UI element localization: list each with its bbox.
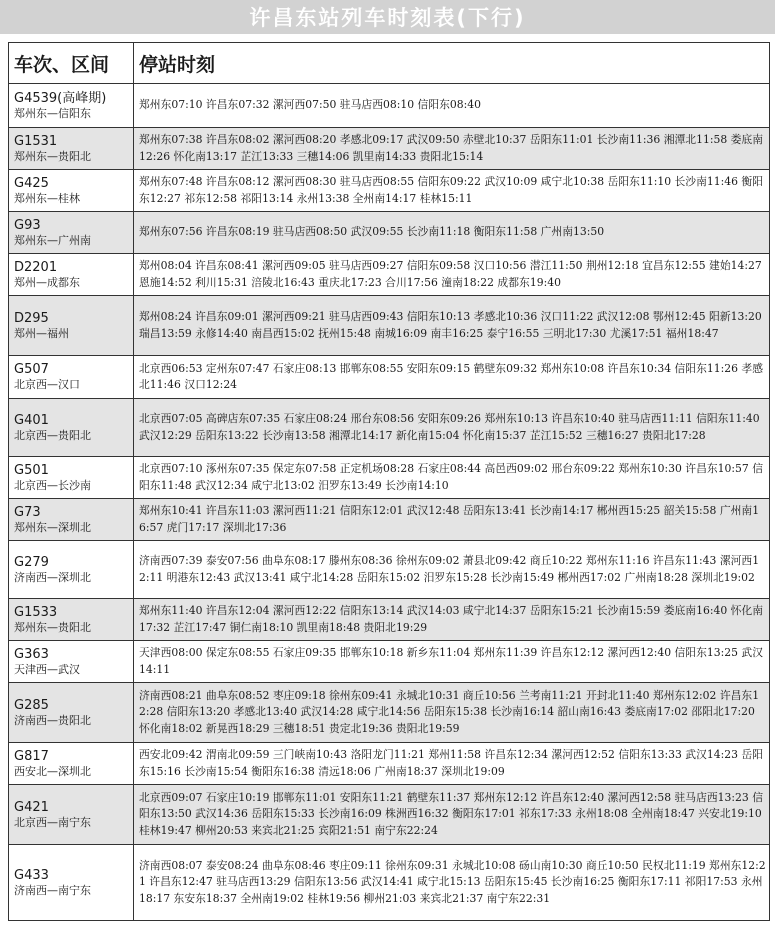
table-row xyxy=(9,743,770,785)
train-cell xyxy=(9,399,134,457)
train-code: G817 xyxy=(14,748,49,764)
train-cell xyxy=(9,683,134,743)
train-code: G501 xyxy=(14,462,49,478)
header-stops: 停站时刻 xyxy=(134,43,770,84)
table-row xyxy=(9,84,770,128)
train-route: 济南西—贵阳北 xyxy=(14,713,91,727)
train-route: 济南西—深圳北 xyxy=(14,570,91,584)
stop-times: 北京西07:05 高碑店东07:35 石家庄08:24 邢台东08:56 安阳东09:26 郑州东10:13 许昌东10:40 驻马店西11:11 信阳东11:40 武汉12:29 岳阳东13:22 长沙南13:58 湘潭北14:17 新化南15:04 怀化南15:37 芷江15:52 三穗16:27 贵阳北17:28 xyxy=(134,399,770,457)
table-row xyxy=(9,785,770,845)
table-row xyxy=(9,641,770,683)
stop-times: 郑州东07:56 许昌东08:19 驻马店西08:50 武汉09:55 长沙南11:18 衡阳东11:58 广州南13:50 xyxy=(134,212,770,254)
train-cell xyxy=(9,743,134,785)
train-route: 天津西—武汉 xyxy=(14,662,80,676)
stop-times: 天津西08:00 保定东08:55 石家庄09:35 邯郸东10:18 新乡东11:04 郑州东11:39 许昌东12:12 漯河西12:40 信阳东13:25 武汉14:11 xyxy=(134,641,770,683)
train-cell xyxy=(9,128,134,170)
table-row xyxy=(9,845,770,921)
stop-times: 北京西09:07 石家庄10:19 邯郸东11:01 安阳东11:21 鹤壁东11:37 郑州东12:12 许昌东12:40 漯河西12:58 驻马店西13:23 信阳东13:50 武汉14:36 岳阳东15:33 长沙南16:09 株洲西16:32 衡阳东17:01 祁东17:33 永州18:08 全州南18:47 兴安北19:10 桂林19:47 柳州20:53 来宾北21:25 宾阳21:51 南宁东22:24 xyxy=(134,785,770,845)
table-row xyxy=(9,170,770,212)
table-row xyxy=(9,254,770,296)
stop-times: 郑州08:24 许昌东09:01 漯河西09:21 驻马店西09:43 信阳东10:13 孝感北10:36 汉口11:22 武汉12:08 鄂州12:45 阳新13:20 瑞昌13:59 永修14:40 南昌西15:02 抚州15:48 南城16:09 南丰16:25 泰宁16:55 三明北17:30 尤溪17:51 福州18:47 xyxy=(134,296,770,356)
train-route: 郑州东—广州南 xyxy=(14,233,91,247)
train-route: 北京西—长沙南 xyxy=(14,478,91,492)
table-row xyxy=(9,499,770,541)
train-code: G433 xyxy=(14,867,49,883)
stop-times: 郑州东07:48 许昌东08:12 漯河西08:30 驻马店西08:55 信阳东09:22 武汉10:09 咸宁北10:38 岳阳东11:10 长沙南11:46 衡阳东12:27 祁东12:58 祁阳13:14 永州13:38 全州南14:17 桂林15:11 xyxy=(134,170,770,212)
train-cell xyxy=(9,84,134,128)
train-cell xyxy=(9,296,134,356)
train-cell xyxy=(9,541,134,599)
train-code: G363 xyxy=(14,646,49,662)
train-cell xyxy=(9,599,134,641)
table-row xyxy=(9,356,770,399)
train-route: 北京西—贵阳北 xyxy=(14,428,91,442)
train-cell xyxy=(9,499,134,541)
train-cell xyxy=(9,845,134,921)
train-cell xyxy=(9,457,134,499)
train-cell xyxy=(9,785,134,845)
stop-times: 济南西08:21 曲阜东08:52 枣庄09:18 徐州东09:41 永城北10:31 商丘10:56 兰考南11:21 开封北11:40 郑州东12:02 许昌东12:28 信阳东13:20 孝感北13:40 武汉14:28 咸宁北14:56 岳阳东15:38 长沙南16:14 韶山南16:43 娄底南17:02 邵阳北17:20 怀化南18:02 新晃西18:29 三穗18:51 贵定北19:36 贵阳北19:59 xyxy=(134,683,770,743)
train-cell xyxy=(9,212,134,254)
stop-times: 郑州东10:41 许昌东11:03 漯河西11:21 信阳东12:01 武汉12:48 岳阳东13:41 长沙南14:17 郴州西15:25 韶关15:58 广州南16:57 虎门17:17 深圳北17:36 xyxy=(134,499,770,541)
train-cell xyxy=(9,641,134,683)
train-route: 西安北—深圳北 xyxy=(14,764,91,778)
train-code: G4539(高峰期) xyxy=(14,90,107,106)
table-row xyxy=(9,599,770,641)
train-code: G401 xyxy=(14,412,49,428)
train-code: G1531 xyxy=(14,133,58,149)
header-row xyxy=(9,43,770,84)
train-code: G425 xyxy=(14,175,49,191)
train-route: 郑州东—信阳东 xyxy=(14,106,91,120)
stop-times: 济南西08:07 泰安08:24 曲阜东08:46 枣庄09:11 徐州东09:31 永城北10:08 砀山南10:30 商丘10:50 民权北11:19 郑州东12:21 许昌东12:47 驻马店西13:29 信阳东13:56 武汉14:41 咸宁北15:13 岳阳东15:45 长沙南16:25 衡阳东17:11 祁阳17:53 永州18:17 东安东18:37 全州南19:02 桂林19:56 柳州21:03 来宾北21:37 南宁东22:31 xyxy=(134,845,770,921)
stop-times: 北京西07:10 涿州东07:35 保定东07:58 正定机场08:28 石家庄08:44 高邑西09:02 邢台东09:22 郑州东10:30 许昌东10:57 信阳东11:48 武汉12:34 咸宁北13:02 汨罗东13:49 长沙南14:10 xyxy=(134,457,770,499)
page-title: 许昌东站列车时刻表(下行) xyxy=(0,0,775,34)
train-code: D2201 xyxy=(14,259,58,275)
table-row xyxy=(9,128,770,170)
train-code: G285 xyxy=(14,697,49,713)
train-route: 郑州东—贵阳北 xyxy=(14,149,91,163)
train-code: G1533 xyxy=(14,604,58,620)
header-train-route: 车次、区间 xyxy=(9,43,134,84)
stop-times: 郑州东07:10 许昌东07:32 漯河西07:50 驻马店西08:10 信阳东08:40 xyxy=(134,84,770,128)
stop-times: 西安北09:42 渭南北09:59 三门峡南10:43 洛阳龙门11:21 郑州11:58 许昌东12:34 漯河西12:52 信阳东13:33 武汉14:23 岳阳东15:16 长沙南15:54 衡阳东16:38 清远18:06 广州南18:37 深圳北19:09 xyxy=(134,743,770,785)
train-cell xyxy=(9,356,134,399)
train-cell xyxy=(9,254,134,296)
table-row xyxy=(9,541,770,599)
table-row xyxy=(9,399,770,457)
table-row xyxy=(9,296,770,356)
train-route: 郑州东—深圳北 xyxy=(14,520,91,534)
train-route: 郑州东—桂林 xyxy=(14,191,80,205)
train-cell xyxy=(9,170,134,212)
table-row xyxy=(9,457,770,499)
stop-times: 郑州东11:40 许昌东12:04 漯河西12:22 信阳东13:14 武汉14:03 咸宁北14:37 岳阳东15:21 长沙南15:59 娄底南16:40 怀化南17:32 芷江17:47 铜仁南18:10 凯里南18:48 贵阳北19:29 xyxy=(134,599,770,641)
train-route: 郑州—福州 xyxy=(14,326,69,340)
table-row xyxy=(9,212,770,254)
stop-times: 北京西06:53 定州东07:47 石家庄08:13 邯郸东08:55 安阳东09:15 鹤壁东09:32 郑州东10:08 许昌东10:34 信阳东11:26 孝感北11:46 汉口12:24 xyxy=(134,356,770,399)
train-route: 济南西—南宁东 xyxy=(14,883,91,897)
stop-times: 济南西07:39 泰安07:56 曲阜东08:17 滕州东08:36 徐州东09:02 萧县北09:42 商丘10:22 郑州东11:16 许昌东11:43 漯河西12:11 明港东12:43 武汉13:41 咸宁北14:28 岳阳东15:02 汨罗东15:28 长沙南15:49 郴州西17:02 广州南18:28 深圳北19:02 xyxy=(134,541,770,599)
train-route: 北京西—汉口 xyxy=(14,378,80,391)
train-code: G93 xyxy=(14,217,41,233)
train-code: G507 xyxy=(14,362,49,377)
train-route: 郑州—成都东 xyxy=(14,275,80,289)
stop-times: 郑州08:04 许昌东08:41 漯河西09:05 驻马店西09:27 信阳东09:58 汉口10:56 潜江11:50 荆州12:18 宜昌东12:55 建始14:27 恩施14:52 利川15:31 涪陵北16:43 重庆北17:23 合川17:56 潼南18:22 成都东19:40 xyxy=(134,254,770,296)
table-row xyxy=(9,683,770,743)
train-code: G73 xyxy=(14,504,41,520)
train-code: D295 xyxy=(14,310,49,326)
stop-times: 郑州东07:38 许昌东08:02 漯河西08:20 孝感北09:17 武汉09:50 赤壁北10:37 岳阳东11:01 长沙南11:36 湘潭北11:58 娄底南12:26 怀化南13:17 芷江13:33 三穗14:06 凯里南14:33 贵阳北15:14 xyxy=(134,128,770,170)
train-code: G279 xyxy=(14,554,49,570)
train-route: 北京西—南宁东 xyxy=(14,815,91,829)
timetable xyxy=(8,42,770,921)
train-route: 郑州东—贵阳北 xyxy=(14,620,91,634)
train-code: G421 xyxy=(14,799,49,815)
